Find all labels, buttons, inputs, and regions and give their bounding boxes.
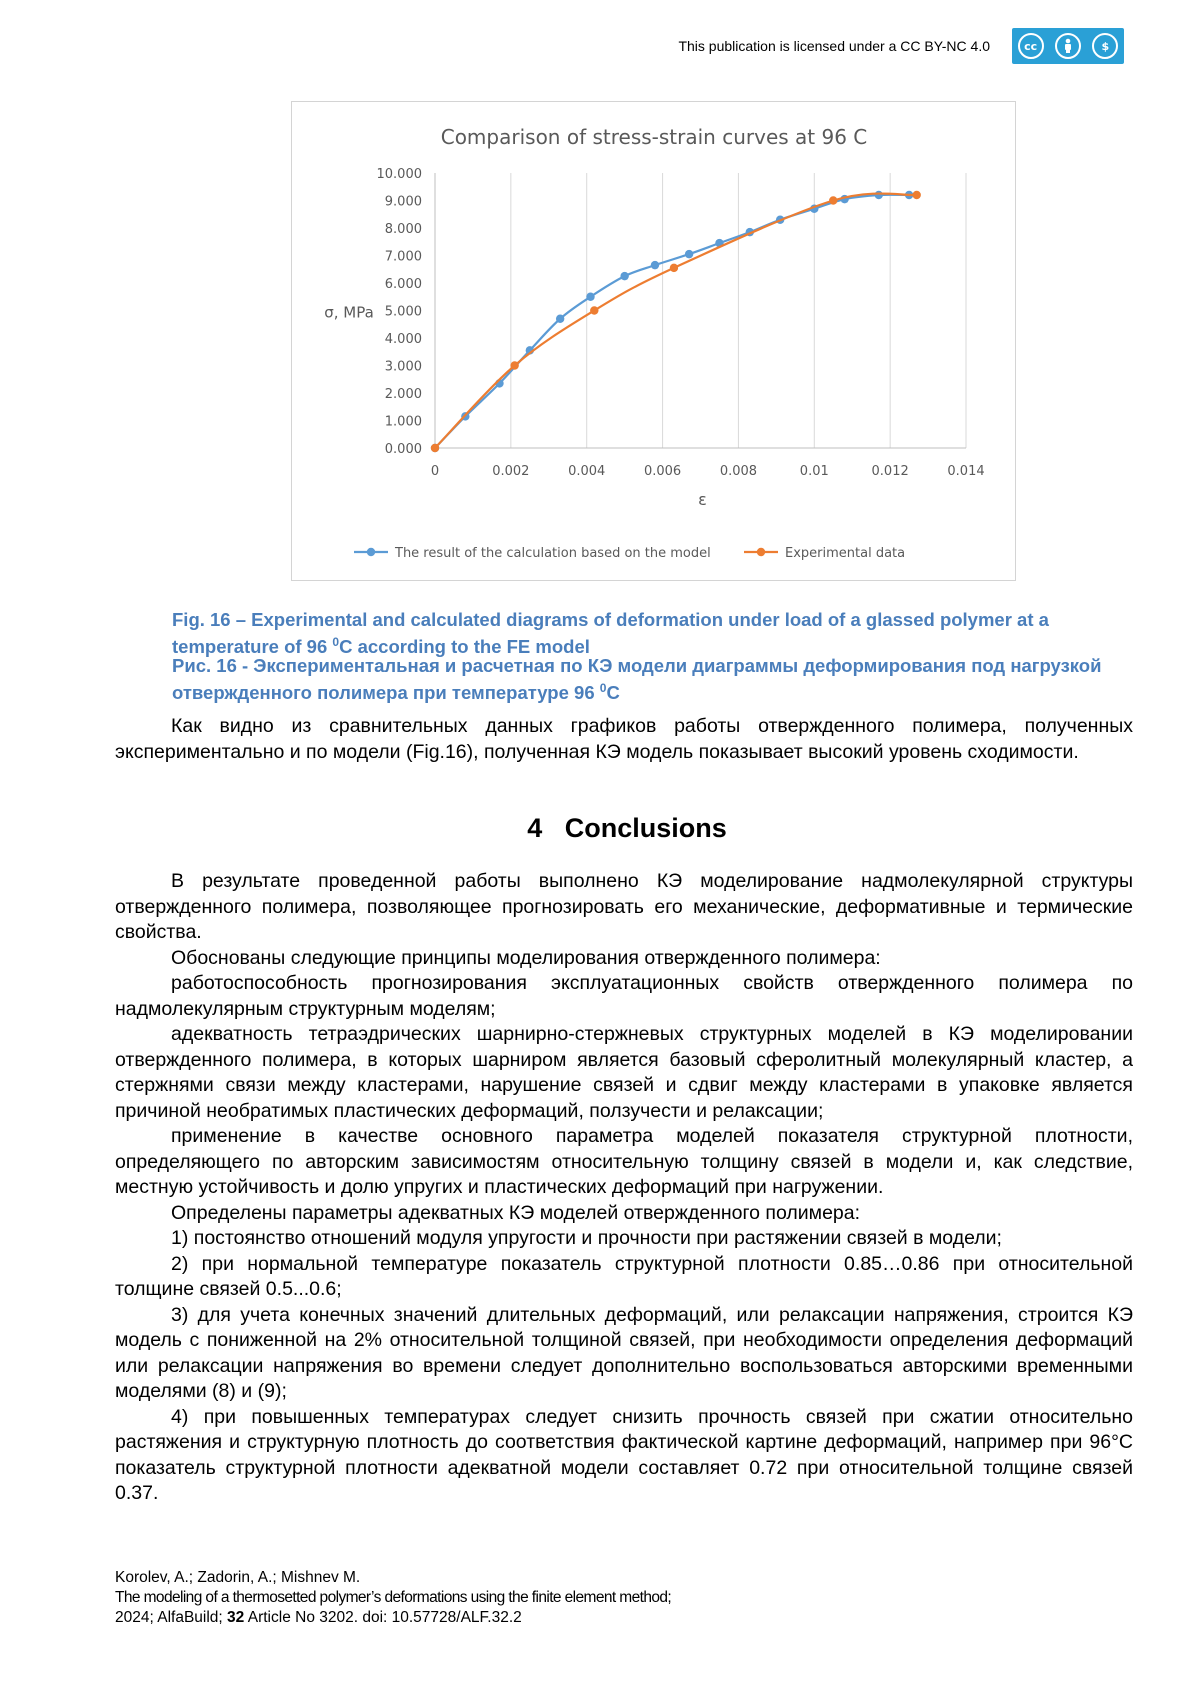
conclusion-paragraph: 3) для учета конечных значений длительных деформаций, или релаксации напряжения, строится КЭ модель с пониженной на 2% относительной толщиной связей, при необходимости определения деформаций или релаксации напряжения во времени следует дополнительно воспользоваться авторскими временными моделями (8) и (9); <box>115 1303 1133 1402</box>
data-point <box>510 361 518 369</box>
y-tick-label: 9.000 <box>384 194 422 210</box>
conclusion-paragraph: В результате проведенной работы выполнено КЭ моделирование надмолекулярной структуры отвержденного полимера, позволяющее прогнозировать его механические, деформативные и термические свойства. <box>115 870 1133 943</box>
cc-license-badge[interactable] <box>1012 28 1124 64</box>
data-point <box>829 196 837 204</box>
data-point <box>431 444 439 452</box>
intro-paragraph: Как видно из сравнительных данных графиков работы отвержденного полимера, полученных экспериментально и по модели (Fig.16), полученная КЭ модель показывает высокий уровень сходимости. <box>115 715 1133 763</box>
chart-canvas <box>292 102 1015 580</box>
conclusion-paragraph: 2) при нормальной температуре показатель структурной плотности 0.85…0.86 при относительной толщине связей 0.5...0.6; <box>115 1252 1133 1300</box>
footer-citation <box>115 1568 671 1628</box>
legend-entry-label: The result of the calculation based on the model <box>395 546 711 561</box>
x-tick-label: 0.014 <box>947 464 985 479</box>
conclusions-body <box>115 869 1133 1507</box>
legend-swatch-marker <box>367 548 375 556</box>
data-point <box>912 191 920 199</box>
x-tick-label: 0.006 <box>643 464 682 479</box>
legend-swatch-marker <box>757 548 765 556</box>
figure-caption-en: Fig. 16 – Experimental and calculated diagrams of deformation under load of a glassed polymer at a temperature of 96 $^0$C according to the FE model <box>172 609 1049 658</box>
data-point <box>556 315 564 323</box>
x-tick-label: 0.012 <box>871 464 909 479</box>
data-point <box>620 272 628 280</box>
conclusion-paragraph: адекватность тетраэдрических шарнирно-стержневых структурных моделей в КЭ моделировании отвержденного полимера, в которых шарниром является базовый сферолитный молекулярный кластер, а стержнями связи между кластерами, нарушение связей и сдвиг между кластерами в упаковке является причиной необратимых пластических деформаций, ползучести и релаксации; <box>115 1023 1133 1122</box>
footer-reference: 2024; AlfaBuild; 32 Article No 3202. doi: 10.57728/ALF.32.2 <box>115 1609 522 1626</box>
footer-article-title: The modeling of a thermosetted polymer’s deformations using the finite element method; <box>115 1589 672 1606</box>
y-tick-label: 8.000 <box>384 222 422 237</box>
y-tick-label: 4.000 <box>384 332 422 347</box>
data-point <box>586 293 594 301</box>
y-tick-label: 10.000 <box>376 167 422 182</box>
data-point <box>670 264 678 272</box>
chart-title: Comparison of stress-strain curves at 96 C <box>440 125 868 149</box>
conclusion-paragraph: работоспособность прогнозирования эксплуатационных свойств отвержденного полимера по надмолекулярным структурным моделям; <box>115 972 1133 1020</box>
cc-icon: cc <box>1018 33 1044 59</box>
x-tick-label: 0.002 <box>492 464 530 479</box>
y-tick-label: 1.000 <box>384 414 422 430</box>
data-point <box>651 261 659 269</box>
conclusion-paragraph: 1) постоянство отношений модуля упругости и прочности при растяжении связей в модели; <box>171 1227 1002 1249</box>
x-axis-label: ε <box>698 490 707 509</box>
series-line-1 <box>435 194 917 448</box>
y-axis-label: σ, MPa <box>324 303 374 322</box>
data-point <box>875 191 883 199</box>
conclusion-paragraph: применение в качестве основного параметра моделей показателя структурной плотности, определяющего по авторским зависимостям относительную толщину связей в модели и, как следствие, местную устойчивость и долю упругих и пластических деформаций при нагружении. <box>115 1125 1133 1198</box>
x-tick-label: 0 <box>430 464 440 479</box>
stress-strain-chart <box>291 101 1016 581</box>
legend-entry-label: Experimental data <box>785 546 906 561</box>
x-tick-label: 0.01 <box>799 464 829 479</box>
conclusion-paragraph: Определены параметры адекватных КЭ моделей отвержденного полимера: <box>171 1201 861 1224</box>
nc-dollar-icon: $ <box>1092 33 1118 59</box>
x-tick-label: 0.008 <box>719 464 758 479</box>
conclusion-paragraph: 4) при повышенных температурах следует снизить прочность связей при сжатии относительно растяжения и структурную плотность до соответствия фактической картине деформаций, например при 96°С показатель структурной плотности адекватной модели составляет 0.72 при относительной толщине связей 0.37. <box>115 1405 1133 1504</box>
conclusion-paragraph: Обоснованы следующие принципы моделирования отвержденного полимера: <box>171 946 881 969</box>
data-point <box>685 250 693 258</box>
y-tick-label: 7.000 <box>384 249 422 265</box>
license-text: This publication is licensed under a CC BY-NC 4.0 <box>678 38 990 54</box>
series-line-0 <box>435 195 909 448</box>
footer-authors: Korolev, A.; Zadorin, A.; Mishnev M. <box>115 1569 361 1586</box>
y-tick-label: 2.000 <box>384 387 422 402</box>
section-heading: 4 Conclusions <box>527 813 727 843</box>
intro-paragraph-block <box>115 714 1133 765</box>
y-tick-label: 6.000 <box>384 277 422 292</box>
figure-caption-ru: Рис. 16 - Экспериментальная и расчетная по КЭ модели диаграммы деформирования под нагрузкой отвержденного полимера при температуре 96 $^0$С <box>172 655 1102 704</box>
y-tick-label: 5.000 <box>384 304 422 320</box>
y-tick-label: 0.000 <box>384 442 422 457</box>
y-tick-label: 3.000 <box>384 359 422 375</box>
by-person-icon <box>1055 33 1081 59</box>
data-point <box>590 306 598 314</box>
x-tick-label: 0.004 <box>568 464 606 479</box>
